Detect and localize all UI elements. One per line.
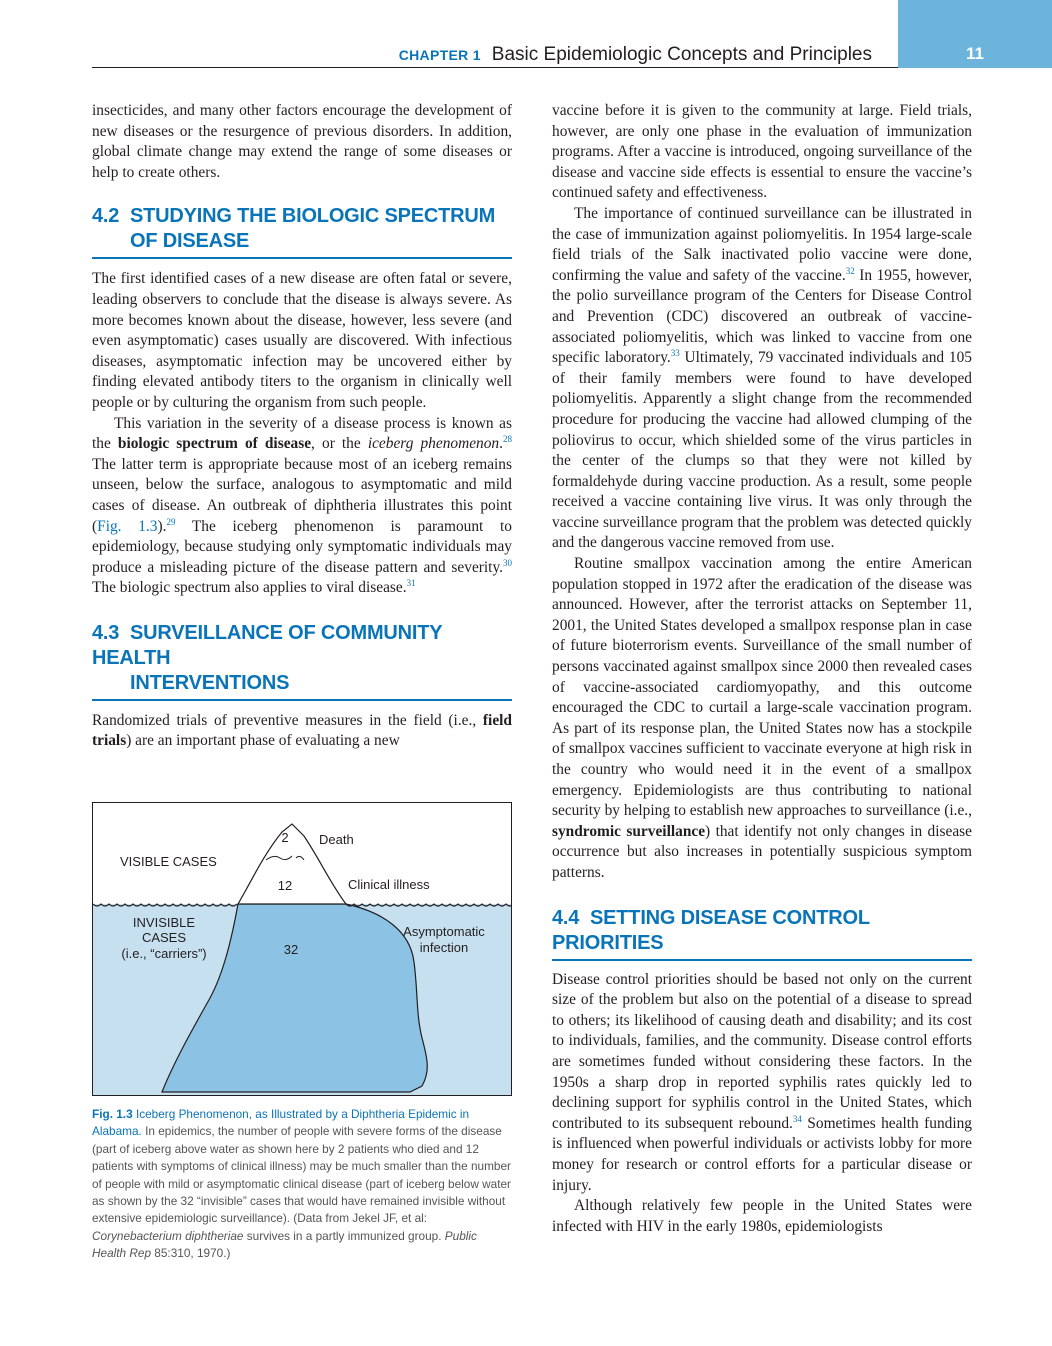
figure-title: Iceberg Phenomenon, as Illustrated by a Diphtheria Epidemic in Alabama. (92, 1107, 470, 1139)
section-title-line1: SURVEILLANCE OF COMMUNITY HEALTH (92, 621, 443, 669)
figure-caption: Fig. 1.3 Iceberg Phenomenon, as Illustrated by a Diphtheria Epidemic in Alabama. In epidemics, the number of people with severe forms of the disease (part of iceberg above water as shown here by 2 patients who died and 12 patients with symptoms of clinical illness) may be much smaller than the number of people with mild or asymptomatic clinical disease (part of iceberg below water as shown by the 32 “invisible” cases that would have remained invisible without extensive epidemiologic surveillance). (Data from Jekel JF, et al: Corynebacterium diphtheriae survives in a partly immunized group. Public Health Rep 85:310, 1970.) (92, 1107, 511, 1261)
page-number-tab (898, 0, 1052, 68)
paragraph: The first identified cases of a new disease are often fatal or severe, leading observers to conclude that the disease is always severe. As more becomes known about the disease, however, less severe (and even asymptomatic) cases usually are discovered. With infectious diseases, asymptomatic infection may be uncovered either by finding elevated antibody titers to the organism in clinically well people or by culturing the organism from such people. (92, 270, 512, 411)
paragraph: Disease control priorities should be based not only on the current size of the problem but also on the potential of a disease to spread to others; its likelihood of causing death and disability; and its cost to individuals, families, and the community. Disease control efforts are sometimes funded without considering these factors. In the 1950s a sharp drop in reported syphilis rates quickly led to declining support for syphilis control in the United States, which contributed to its subsequent rebound.$^{34}$ Sometimes health funding is influenced when powerful individuals or activists lobby for more money for research or control efforts for a particular disease or injury. (552, 970, 973, 1194)
left-column (92, 101, 512, 752)
page-header (0, 0, 1052, 68)
label-asymptomatic-line1: Asymptomatic (403, 924, 485, 939)
bold-term: syndromic surveillance (552, 822, 706, 840)
section-title: SETTING DISEASE CONTROL PRIORITIES (552, 906, 870, 954)
reference-superscript[interactable]: 32 (845, 265, 855, 276)
right-column (552, 101, 972, 1237)
invisible-cases-label-line3: (i.e., “carriers”) (121, 946, 207, 961)
paragraph: insecticides, and many other factors encourage the development of new diseases or the resurgence of previous disorders. In addition, global climate change may extend the range of some diseases or help to create others. (92, 102, 512, 181)
section-title-line1: STUDYING THE BIOLOGIC SPECTRUM (130, 205, 496, 228)
reference-superscript[interactable]: 29 (166, 516, 176, 527)
label-asymptomatic-line2: infection (419, 940, 469, 955)
section-title-line2: INTERVENTIONS (130, 671, 290, 694)
reference-superscript[interactable]: 28 (503, 434, 512, 444)
section-heading-4-2 (92, 204, 512, 259)
paragraph: Although relatively few people in the United States were infected with HIV in the early 1980s, epidemiologists (552, 1197, 972, 1235)
reference-superscript[interactable]: 34 (792, 1113, 802, 1124)
figure-1-3 (92, 802, 512, 1263)
bold-term: field trials (92, 711, 512, 750)
label-clinical-illness: Clinical illness (348, 877, 430, 892)
header-rule (92, 67, 898, 68)
invisible-cases-label-line2: CASES (141, 930, 187, 945)
page-number: 11 (966, 44, 984, 63)
chapter-title: Basic Epidemiologic Concepts and Principles (491, 44, 872, 65)
count-clinical: 12 (277, 878, 293, 893)
section-heading-4-4 (552, 906, 972, 961)
count-death: 2 (281, 830, 289, 845)
paragraph: The importance of continued surveillance can be illustrated in the case of immunization against poliomyelitis. In 1954 large-scale field trials of the Salk inactivated polio vaccine were done, confirming the value and safety of the vaccine.$^{32}$ In 1955, however, the polio surveillance program of the Centers for Disease Control and Prevention (CDC) discovered an outbreak of vaccine-associated poliomyelitis, which was linked to vaccine from one specific laboratory.$^{33}$ Ultimately, 79 vaccinated individuals and 105 of their family members were found to have developed poliomyelitis. Apparently a slight change from the recommended procedure for producing the vaccine had allowed clumping of the poliovirus to occur, which shielded some of the virus particles in the center of the clumps so that they were not killed by formaldehyde during vaccine production. As a result, some people received a vaccine containing live virus. It was only through the vaccine surveillance program that the problem was detected quickly and the dangerous vaccine removed from use. (552, 204, 972, 552)
section-heading-4-3 (92, 621, 512, 701)
reference-superscript[interactable]: 33 (670, 348, 680, 358)
italic-term: iceberg phenomenon (367, 435, 500, 453)
section-number: 4.3 (92, 621, 120, 644)
figure-reference-link[interactable]: Fig. 1.3 (97, 517, 158, 535)
bold-term: biologic spectrum of disease (117, 435, 312, 453)
invisible-cases-label-line1: INVISIBLE (132, 915, 196, 930)
figure-label: Fig. 1.3 (92, 1107, 133, 1121)
visible-cases-label: VISIBLE CASES (120, 854, 217, 869)
label-death: Death (319, 832, 354, 847)
chapter-label: CHAPTER 1 (398, 47, 481, 63)
paragraph: Randomized trials of preventive measures in the field (i.e., field trials) are an important phase of evaluating a new (92, 711, 512, 750)
count-asymptomatic: 32 (283, 942, 299, 957)
running-head (399, 44, 872, 66)
reference-superscript[interactable]: 31 (406, 578, 416, 589)
section-number: 4.2 (92, 205, 120, 228)
reference-superscript[interactable]: 30 (503, 557, 512, 568)
paragraph: Routine smallpox vaccination among the entire American population stopped in 1972 after the eradication of the disease was announced. However, after the terrorist attacks on September 11, 2001, the United States developed a smallpox response plan in case of future bioterrorism events. Surveillance of the small number of persons vaccinated against smallpox since 2000 then revealed cases of vaccine-associated cardiomyopathy, and this outcome encouraged the CDC to curtail a large-scale vaccination program. As part of its response plan, the United States now has a stockpile of smallpox vaccines sufficient to vaccinate everyone at high risk in the country who would need it in the event of a smallpox emergency. Epidemiologists are thus contributing to national security by helping to establish new approaches to surveillance (i.e., syndromic surveillance) that identify not only changes in disease occurrence but also increases in potentially suspicious symptom patterns. (552, 555, 972, 881)
section-number: 4.4 (552, 906, 580, 929)
iceberg-diagram (92, 802, 512, 1096)
section-title-line2: OF DISEASE (130, 230, 250, 253)
paragraph: This variation in the severity of a disease process is known as the biologic spectrum of disease, or the iceberg phenomenon.$^{28}$ The latter term is appropriate because most of an iceberg remains unseen, below the surface, analogous to asymptomatic and mild cases of disease. An outbreak of diphtheria illustrates this point (Fig. 1.3).$^{29}$ The iceberg phenomenon is paramount to epidemiology, because studying only symptomatic individuals may produce a misleading picture of the disease pattern and severity.$^{30}$ The biologic spectrum also applies to viral disease.$^{31}$ (92, 414, 513, 597)
paragraph: vaccine before it is given to the community at large. Field trials, however, are only one phase in the evaluation of immunization programs. After a vaccine is introduced, ongoing surveillance of the disease and vaccine side effects is essential to ensure the vaccine’s continued safety and effectiveness. (552, 102, 972, 202)
